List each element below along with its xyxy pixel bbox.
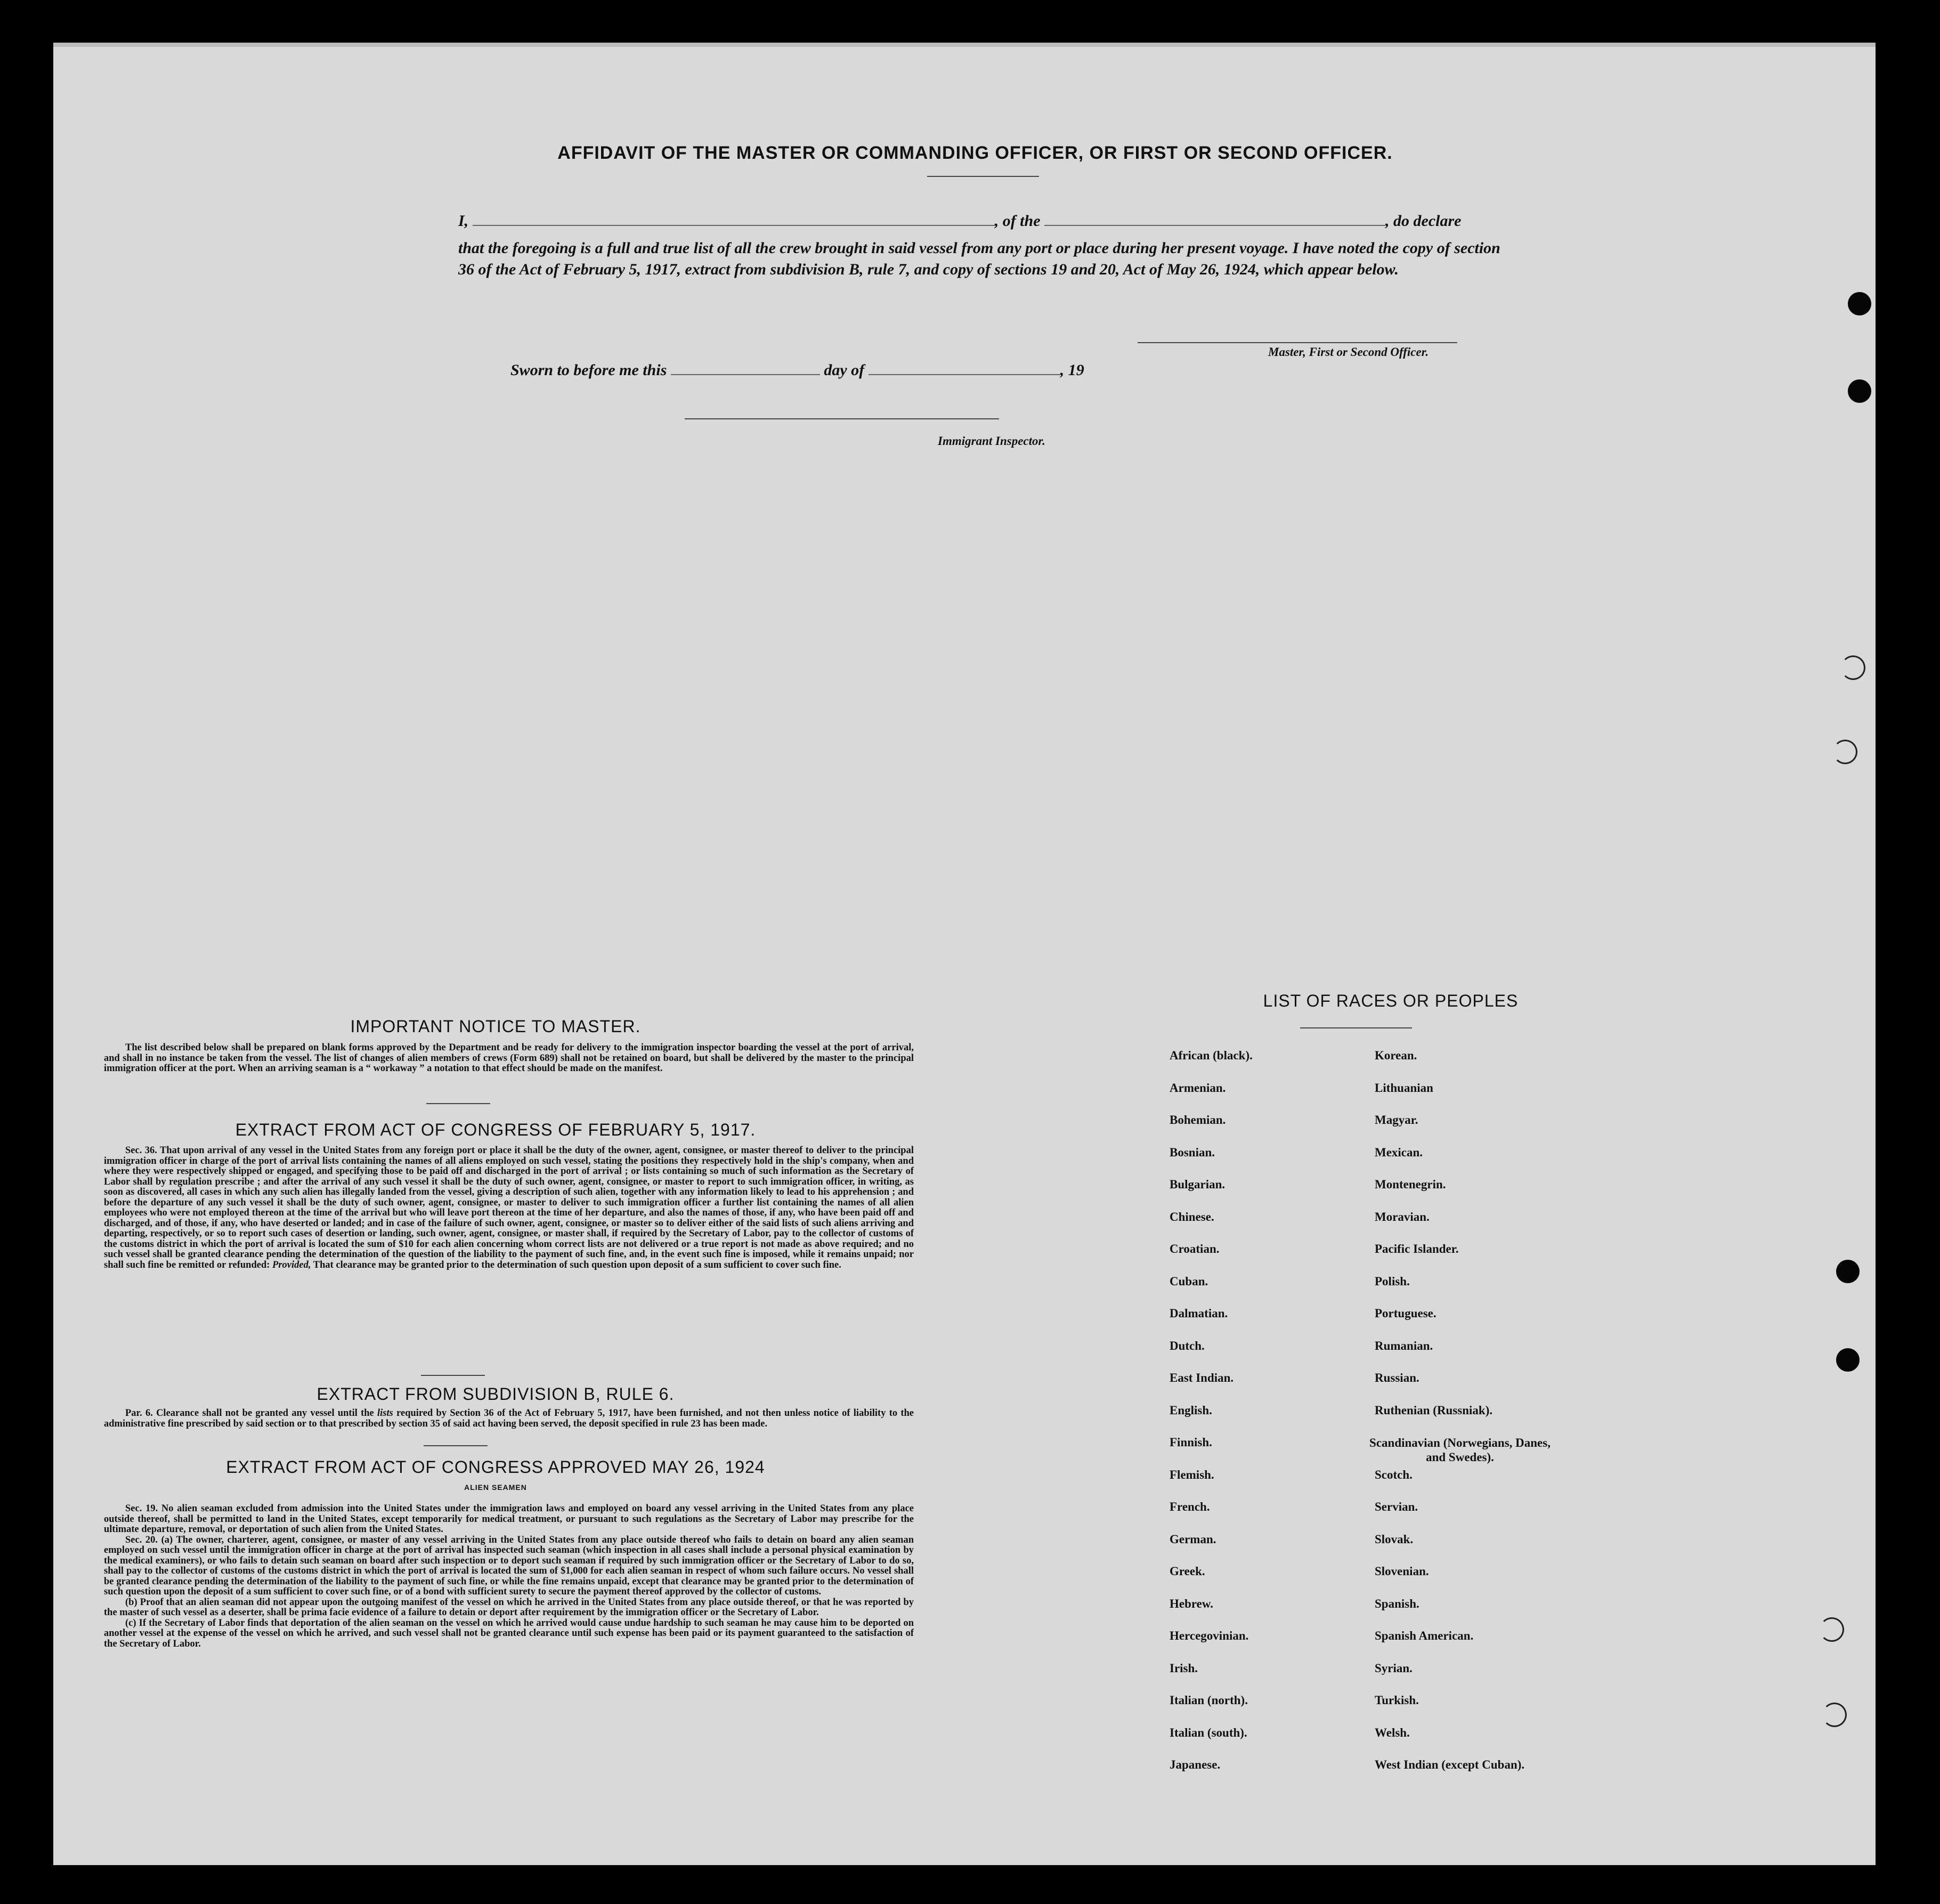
race-item: Croatian. <box>1170 1242 1220 1255</box>
sec20a-paragraph <box>104 1535 914 1598</box>
sworn-prefix: Sworn to before me this <box>510 361 667 379</box>
declarant-prefix: I, <box>458 212 469 230</box>
race-item: Slovak. <box>1375 1532 1414 1546</box>
race-item: Ruthenian (Russniak). <box>1375 1403 1493 1417</box>
race-item: English. <box>1170 1403 1212 1417</box>
binding-hole-mark <box>1822 1703 1847 1727</box>
race-item: Irish. <box>1170 1661 1198 1675</box>
race-item: Korean. <box>1375 1049 1417 1062</box>
race-item: West Indian (except Cuban). <box>1375 1758 1525 1771</box>
races-title: LIST OF RACES OR PEOPLES <box>1263 991 1519 1010</box>
master-signature-label: Master, First or Second Officer. <box>1268 345 1429 359</box>
sec19-text: No alien seaman excluded from admission into the United States under the immigration laws and employed on board any vessel arriving in the United States from any place outside thereof, shall be permitted to land in the United States, except temporarily for medical treatment, or pursuant to such regulations as the Secretary of Labor may prescribe for the ultimate departure, removal, or deportation of such alien from the United States. <box>104 1503 914 1535</box>
page-top-edge <box>53 43 1876 47</box>
sec20a-text: (a) The owner, charterer, agent, consignee, or master of any vessel arriving in the United States from any place outside thereof who fails to detain on board any alien seaman employed on such vessel until the immigration officer in charge at the port of arrival has inspected such seaman (which inspection in all cases shall include a personal physical examination by the medical examiners), or who fails to detain such seaman on board after such inspection or to deport such seaman if required by such immigration officer or the Secretary of Labor to do so, shall pay to the collector of customs of the customs district in which the port of arrival is located the sum of $1,000 for each alien seaman in respect of whom such failure occurs. No vessel shall be granted clearance pending the determination of the liability to the payment of such fine, or while the fine remains unpaid, except that clearance may be granted prior to the determination of such question upon the deposit of a sum sufficient to cover such fine, or of a bond with sufficient surety to secure the payment thereof approved by the collector of customs. <box>104 1534 914 1597</box>
extract-rule6-rule <box>424 1445 488 1446</box>
race-item: Syrian. <box>1375 1661 1413 1675</box>
notice-title: IMPORTANT NOTICE TO MASTER. <box>350 1017 641 1036</box>
binding-hole <box>1836 1260 1860 1283</box>
rule6-text-a: Par. 6. Clearance shall not be granted any vessel until the <box>125 1408 374 1419</box>
race-item: Magyar. <box>1375 1113 1418 1127</box>
race-item: East Indian. <box>1170 1371 1234 1384</box>
sworn-line <box>510 361 1084 379</box>
binding-hole-mark <box>1841 655 1865 680</box>
race-item: Spanish. <box>1375 1597 1419 1610</box>
race-item: Welsh. <box>1375 1725 1410 1739</box>
sec19-label: Sec. 19. <box>125 1503 158 1514</box>
race-item: Russian. <box>1375 1371 1419 1384</box>
race-item: Dutch. <box>1170 1339 1205 1352</box>
sworn-month-field[interactable] <box>868 374 1060 375</box>
race-item: Greek. <box>1170 1565 1205 1578</box>
extract-1917-title: EXTRACT FROM ACT OF CONGRESS OF FEBRUARY 5, 1917. <box>235 1120 756 1139</box>
race-item: Rumanian. <box>1375 1339 1433 1352</box>
race-item: Hercegovinian. <box>1170 1629 1249 1642</box>
race-item: Bosnian. <box>1170 1145 1215 1159</box>
rule6-text-b: required by Section 36 of the Act of February 5, 1917, have been furnished, and not then unless notice of liability to the administrative fine prescribed by said section or to that prescribed by section 35 of said act having been served, the deposit specified in rule 23 has been made. <box>104 1408 914 1429</box>
sec36-text: That upon arrival of any vessel in the United States from any foreign port or place it shall be the duty of the owner, agent, consignee, or master thereof to deliver to the principal immigration officer in charge of the port of arrival lists containing the names of all aliens employed on such vessel, stating the positions they respectively hold in the ship's company, when and where they were respectively shipped or engaged, and specifying those to be paid off and discharged in the port of arrival ; or lists containing so much of such information as the Secretary of Labor shall by regulation prescribe ; and after the arrival of any such vessel it shall be the duty of such owner, agent, consignee, or master to report to such immigration officer, in writing, as soon as discovered, all cases in which any such alien has illegally landed from the vessel, giving a description of such alien, together with any information likely to lead to his apprehension ; and before the departure of any such vessel it shall be the duty of such owner, agent, consignee, or master to deliver to such immigration officer a further list containing the names of all alien employees who were not employed thereon at the time of the arrival but who will leave port thereon at the time of her departure, and also the names of those, if any, who have been paid off and discharged, and of those, if any, who have deserted or landed; and in case of the failure of such owner, agent, consignee, or master so to deliver either of the said lists of such aliens arriving and departing, respectively, or so to report such cases of desertion or landing, such owner, agent, consignee, or master shall, if required by the Secretary of Labor, pay to the collector of customs of the customs district in which the port of arrival is located the sum of $10 for each alien concerning whom correct lists are not delivered or a true report is not made as above required; and no such vessel shall be granted clearance pending the determination of the question of the liability to the payment of such fine, and, in the event such fine is imposed, while it remains unpaid; nor shall such fine be remitted or refunded: <box>104 1145 914 1270</box>
extract-1917-rule <box>421 1375 485 1376</box>
race-item: Chinese. <box>1170 1210 1214 1224</box>
affidavit-declaration-line <box>458 212 1503 230</box>
extract-1924-body <box>104 1504 914 1649</box>
declarant-name-field[interactable] <box>473 225 995 226</box>
affidavit-body: that the foregoing is a full and true list of all the crew brought in said vessel from any port or place during her present voyage. I have noted the copy of section 36 of the Act of February 5, 1917, extract from subdivision B, rule 7, and copy of sections 19 and 20, Act of May 26, 1924, which appear below. <box>458 239 1500 278</box>
race-item: German. <box>1170 1532 1216 1546</box>
binding-hole <box>1848 292 1871 315</box>
race-item: Bulgarian. <box>1170 1178 1225 1191</box>
vessel-prefix: , of the <box>994 212 1041 230</box>
race-item: Dalmatian. <box>1170 1307 1228 1320</box>
proviso-text: That clearance may be granted prior to the determination of such question upon deposit of a sum sufficient to cover such fine. <box>313 1259 841 1270</box>
notice-rule <box>426 1103 490 1104</box>
declare-suffix: , do declare <box>1385 212 1462 230</box>
binding-hole <box>1848 379 1871 403</box>
race-item: Portuguese. <box>1375 1307 1436 1320</box>
sworn-day-of: day of <box>824 361 865 379</box>
race-item: Montenegrin. <box>1375 1178 1446 1191</box>
extract-1924-title: EXTRACT FROM ACT OF CONGRESS APPROVED MAY 26, 1924 <box>226 1457 765 1477</box>
race-item: African (black). <box>1170 1049 1253 1062</box>
notice-body: The list described below shall be prepared on blank forms approved by the Department and be ready for delivery to the immigration inspector boarding the vessel at the port of arrival, and shall in no instance be taken from the vessel. The list of changes of alien members of crews (Form 689) shall not be retained on board, but shall be delivered by the master to the principal immigration officer at the port. When an arriving seaman is a “ workaway ” a notation to that effect should be made on the manifest. <box>104 1042 914 1074</box>
extract-rule6-body <box>104 1408 914 1429</box>
binding-hole-mark <box>1833 740 1857 764</box>
race-item: Slovenian. <box>1375 1565 1429 1578</box>
vessel-name-field[interactable] <box>1044 225 1385 226</box>
race-item: Scandinavian (Norwegians, Danes, and Swedes). <box>1369 1436 1551 1464</box>
race-item: Pacific Islander. <box>1375 1242 1459 1255</box>
race-item: Cuban. <box>1170 1274 1208 1288</box>
race-item: Mexican. <box>1375 1145 1423 1159</box>
race-item: Polish. <box>1375 1274 1410 1288</box>
sec20c-text: (c) If the Secretary of Labor finds that deportation of the alien seaman on the vessel on which he arrived would cause undue hardship to such seaman he may cause him to be deported on another vessel at the expense of the vessel on which he arrived, and such vessel shall not be granted clearance until such expense has been paid or its payment guaranteed to the satisfaction of the Secretary of Labor. <box>104 1617 914 1649</box>
race-item: Servian. <box>1375 1500 1418 1513</box>
race-item: Hebrew. <box>1170 1597 1213 1610</box>
race-item: Finnish. <box>1170 1436 1212 1449</box>
inspector-label: Immigrant Inspector. <box>938 434 1045 448</box>
race-item: Lithuanian <box>1375 1081 1433 1095</box>
race-item: Turkish. <box>1375 1694 1419 1707</box>
race-item: Scotch. <box>1375 1468 1413 1481</box>
extract-1924-subtitle: ALIEN SEAMEN <box>464 1483 527 1492</box>
sworn-day-field[interactable] <box>671 374 820 375</box>
extract-rule6-title: EXTRACT FROM SUBDIVISION B, RULE 6. <box>316 1384 675 1404</box>
sec20-label: Sec. 20. <box>125 1534 158 1545</box>
race-item: Italian (north). <box>1170 1694 1248 1707</box>
sec36-label: Sec. 36. <box>125 1145 157 1156</box>
binding-hole-mark <box>1820 1617 1844 1642</box>
race-item: Moravian. <box>1375 1210 1430 1224</box>
race-item: French. <box>1170 1500 1210 1513</box>
race-item: Italian (south). <box>1170 1725 1247 1739</box>
sec20b-text: (b) Proof that an alien seaman did not appear upon the outgoing manifest of the vessel on which he arrived in the United States from any place outside thereof, or that he was reported by the master of such vessel as a deserter, shall be prima facie evidence of a failure to detain or deport after requirement by the immigration officer or the Secretary of Labor. <box>104 1597 914 1618</box>
race-item: Flemish. <box>1170 1468 1214 1481</box>
sworn-year-prefix: , 19 <box>1060 361 1084 379</box>
rule6-lists-word: lists <box>377 1408 393 1419</box>
races-rule <box>1300 1027 1412 1028</box>
inspector-signature-line[interactable] <box>685 418 999 419</box>
race-item: Japanese. <box>1170 1758 1221 1771</box>
race-item: Spanish American. <box>1375 1629 1474 1642</box>
race-item: Armenian. <box>1170 1081 1226 1095</box>
race-item: Bohemian. <box>1170 1113 1226 1127</box>
proviso-word: Provided, <box>272 1259 311 1270</box>
sec19-paragraph <box>104 1504 914 1535</box>
binding-hole <box>1836 1348 1860 1372</box>
title-rule <box>927 176 1039 177</box>
master-signature-line[interactable] <box>1138 342 1457 343</box>
extract-1917-body <box>104 1146 914 1270</box>
affidavit-title: AFFIDAVIT OF THE MASTER OR COMMANDING OFFICER, OR FIRST OR SECOND OFFICER. <box>557 143 1393 163</box>
